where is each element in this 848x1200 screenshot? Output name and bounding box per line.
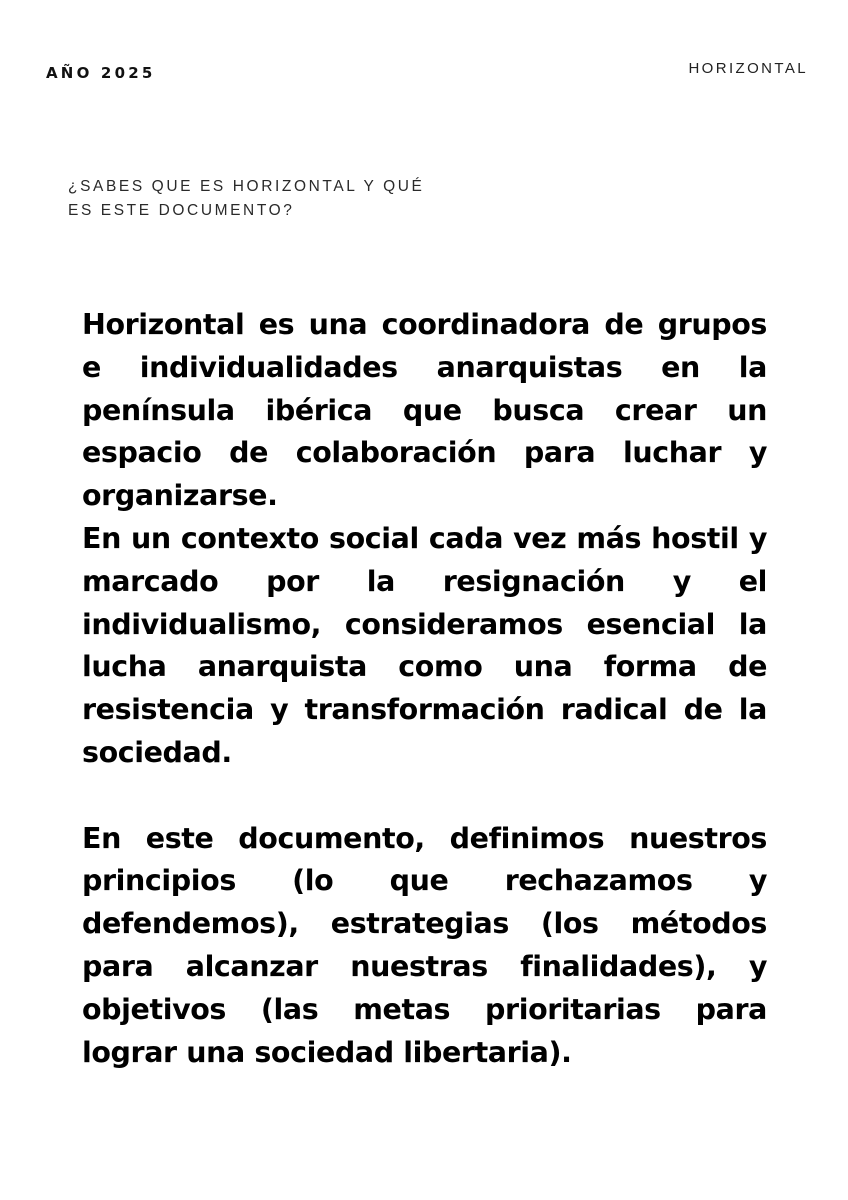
paragraph-document-purpose: En este documento, definimos nuestros principios (lo que rechazamos y defendemos), estrategias (los métodos para alcanzar nuestras finalidades), y objetivos (las metas prioritarias para lograr una sociedad libertaria). [82,821,767,1069]
intro-question-line-1: ¿SABES QUE ES HORIZONTAL Y QUÉ [68,178,425,195]
main-text [82,304,767,1074]
intro-question [68,175,508,223]
paragraph-introduction: Horizontal es una coordinadora de grupos e individualidades anarquistas en la península ibérica que busca crear un espacio de colaboración para luchar y organizarse. [82,308,767,513]
paragraph-context: En un contexto social cada vez más hostil y marcado por la resignación y el individualismo, consideramos esencial la lucha anarquista como una forma de resistencia y transformación radical de la sociedad. [82,521,767,769]
organization-name: HORIZONTAL [688,60,808,77]
document-year: AÑO 2025 [46,64,156,82]
intro-question-line-2: ES ESTE DOCUMENTO? [68,202,295,219]
